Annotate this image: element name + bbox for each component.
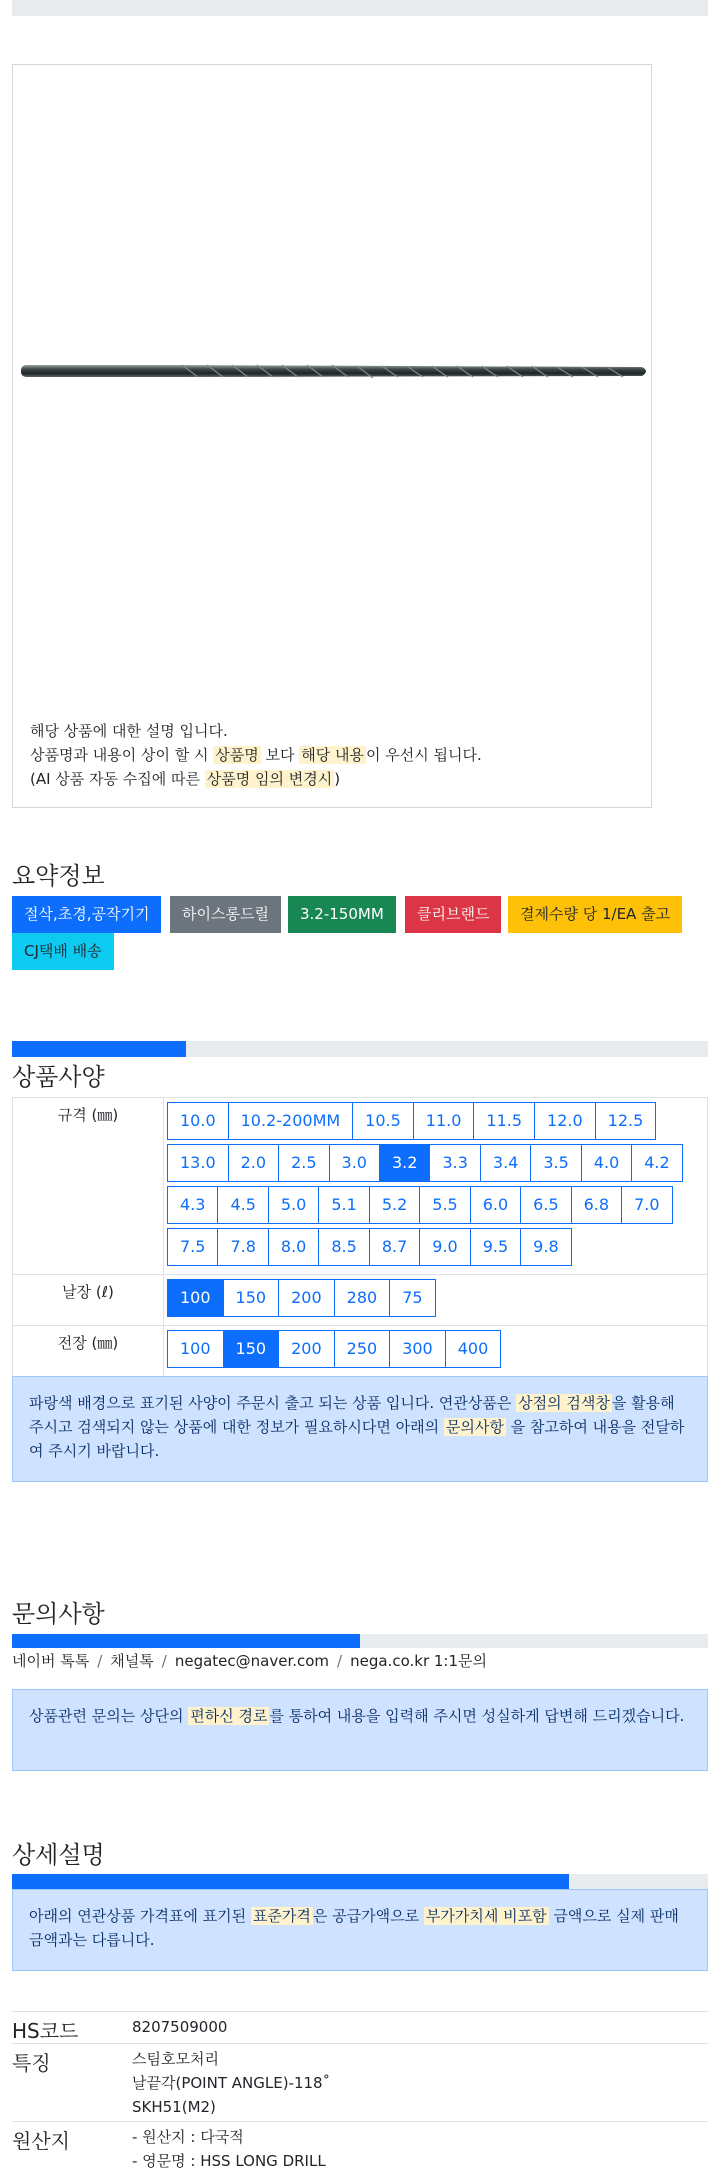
- highlight: 편하신 경로: [190, 1707, 268, 1725]
- spec-option-button[interactable]: 300: [389, 1330, 446, 1368]
- hs-code-value: 8207509000: [132, 2018, 228, 2036]
- origin-label: 원산지: [12, 2129, 70, 2153]
- spec-option-button[interactable]: 8.7: [369, 1228, 420, 1266]
- email-link[interactable]: negatec@naver.com: [174, 1652, 330, 1670]
- spec-option-button[interactable]: 5.1: [318, 1186, 369, 1224]
- origin-values: [132, 2125, 326, 2173]
- spec-option-button[interactable]: 4.0: [581, 1144, 632, 1182]
- notice-text: 을 활용해 주시고 검색되지 않는 상품에 대한 정보가 필요하시다면 아래의: [29, 1394, 675, 1436]
- feature-value: 날끝각(POINT ANGLE)-118˚: [132, 2074, 331, 2092]
- product-image-card: [12, 64, 652, 808]
- spec-option-button[interactable]: 13.0: [167, 1144, 229, 1182]
- notice-text: 금액으로 실제 판매금액과는 다릅니다.: [29, 1907, 679, 1949]
- top-progress-track: [12, 0, 708, 16]
- feature-values: [132, 2047, 330, 2119]
- notice-text: 을 참고하여 내용을 전달하여 주시기 바랍니다.: [29, 1418, 685, 1460]
- spec-option-button[interactable]: 10.2-200MM: [228, 1102, 354, 1140]
- spec-row-flute-length: [12, 1275, 708, 1326]
- highlight: 문의사항: [445, 1418, 504, 1436]
- spec-option-button[interactable]: 3.3: [429, 1144, 480, 1182]
- notice-text: 상품관련 문의는 상단의: [29, 1707, 189, 1725]
- detail-notice: [12, 1889, 708, 1971]
- drill-product-image: [17, 357, 653, 387]
- spec-option-button[interactable]: 8.0: [268, 1228, 319, 1266]
- spec-option-button[interactable]: 9.8: [520, 1228, 571, 1266]
- divider: [163, 1275, 164, 1325]
- hs-code-row: [12, 2011, 708, 2043]
- spec-table: [12, 1097, 708, 1358]
- notice-text: 파랑색 배경으로 표기된 사양이 주문시 출고 되는 상품 입니다. 연관상품은: [29, 1394, 517, 1412]
- spec-title: 상품사양: [12, 1063, 105, 1091]
- separator: /: [161, 1652, 167, 1670]
- spec-row-overall-length: [12, 1326, 708, 1377]
- spec-option-button[interactable]: 75: [389, 1279, 435, 1317]
- spec-progress-fill: [12, 1041, 186, 1057]
- notice-text: 를 통하여 내용을 입력해 주시면 성실하게 답변해 드리겠습니다.: [269, 1707, 685, 1725]
- image-note-text: 상품명과 내용이 상이 할 시: [30, 746, 214, 764]
- inquiry-progress-fill: [12, 1634, 360, 1648]
- spec-option-button[interactable]: 8.5: [318, 1228, 369, 1266]
- spec-option-button[interactable]: 100: [167, 1279, 224, 1317]
- spec-option-button[interactable]: 3.4: [480, 1144, 531, 1182]
- highlight: 상품명 임의 변경시: [206, 770, 333, 788]
- overall-length-options: [167, 1330, 707, 1372]
- spec-option-button[interactable]: 3.0: [329, 1144, 380, 1182]
- image-note-line-3: [30, 767, 482, 791]
- spec-option-button[interactable]: 2.5: [278, 1144, 329, 1182]
- image-note-text: ): [334, 770, 341, 788]
- spec-option-button[interactable]: 4.3: [167, 1186, 218, 1224]
- spec-row-size: [12, 1098, 708, 1275]
- notice-text: 은 공급가액으로: [312, 1907, 424, 1925]
- contact-channels: [12, 1650, 487, 1671]
- spec-option-button[interactable]: 3.2: [379, 1144, 430, 1182]
- spec-label-size: 규격 (㎜): [57, 1106, 119, 1124]
- spec-option-button[interactable]: 400: [445, 1330, 502, 1368]
- spec-option-button[interactable]: 12.0: [534, 1102, 596, 1140]
- origin-value: - 영문명 : HSS LONG DRILL: [132, 2152, 326, 2170]
- spec-option-button[interactable]: 10.5: [352, 1102, 414, 1140]
- image-note-text: 보다: [260, 746, 300, 764]
- separator: /: [97, 1652, 103, 1670]
- feature-value: 스팀호모처리: [132, 2050, 219, 2068]
- feature-label: 특징: [12, 2051, 51, 2075]
- notice-text: 아래의 연관상품 가격표에 표기된: [29, 1907, 251, 1925]
- highlight: 상점의 검색창: [518, 1394, 610, 1412]
- spec-progress: [12, 1041, 708, 1057]
- inquiry-title: 문의사항: [12, 1600, 105, 1628]
- spec-option-button[interactable]: 2.0: [228, 1144, 279, 1182]
- origin-value: - 원산지 : 다국적: [132, 2128, 244, 2146]
- detail-progress-fill: [12, 1874, 569, 1890]
- spec-option-button[interactable]: 150: [223, 1279, 280, 1317]
- spec-option-button[interactable]: 100: [167, 1330, 224, 1368]
- option-line: [167, 1279, 707, 1317]
- highlight: 상품명: [215, 746, 259, 764]
- spec-option-button[interactable]: 5.5: [419, 1186, 470, 1224]
- spec-option-button[interactable]: 9.0: [419, 1228, 470, 1266]
- spec-option-button[interactable]: 4.2: [631, 1144, 682, 1182]
- option-line: [167, 1186, 707, 1224]
- spec-option-button[interactable]: 9.5: [470, 1228, 521, 1266]
- origin-row: [12, 2121, 708, 2170]
- spec-option-button[interactable]: 200: [278, 1330, 335, 1368]
- channel-talk-link[interactable]: 채널톡: [110, 1652, 154, 1670]
- spec-label-flute-length: 날장 (ℓ): [62, 1283, 114, 1301]
- detail-progress: [12, 1874, 708, 1890]
- image-note-text: (AI 상품 자동 수집에 따른: [30, 770, 205, 788]
- image-note-text: 이 우선시 됩니다.: [365, 746, 482, 764]
- inquiry-progress: [12, 1634, 708, 1648]
- spec-option-button[interactable]: 7.0: [621, 1186, 672, 1224]
- highlight: 부가가치세 비포함: [425, 1907, 547, 1925]
- inquiry-notice: [12, 1689, 708, 1771]
- feature-row: [12, 2043, 708, 2121]
- summary-title: 요약정보: [12, 862, 105, 890]
- spec-option-button[interactable]: 4.5: [217, 1186, 268, 1224]
- spec-option-button[interactable]: 3.5: [530, 1144, 581, 1182]
- spec-option-button[interactable]: 250: [334, 1330, 391, 1368]
- highlight: 해당 내용: [301, 746, 364, 764]
- detail-title: 상세설명: [12, 1841, 105, 1869]
- spec-option-button[interactable]: 6.8: [571, 1186, 622, 1224]
- separator: /: [337, 1652, 343, 1670]
- spec-option-button[interactable]: 280: [334, 1279, 391, 1317]
- size-range-badge: 3.2-150MM: [288, 896, 396, 933]
- size-options: [167, 1102, 707, 1270]
- courier-badge: CJ택배 배송: [12, 933, 114, 970]
- option-line: [167, 1102, 707, 1140]
- option-line: [167, 1330, 707, 1368]
- highlight: 표준가격: [252, 1907, 311, 1925]
- image-note-line-1: 해당 상품에 대한 설명 입니다.: [30, 722, 228, 740]
- feature-value: SKH51(M2): [132, 2098, 216, 2116]
- one-to-one-inquiry-link[interactable]: nega.co.kr 1:1문의: [350, 1652, 487, 1670]
- spec-option-button[interactable]: 5.2: [369, 1186, 420, 1224]
- spec-option-button[interactable]: 11.5: [473, 1102, 535, 1140]
- spec-notice: [12, 1376, 708, 1482]
- option-line: [167, 1228, 707, 1266]
- divider: [163, 1326, 164, 1376]
- category-badge: 절삭,초경,공작기기: [12, 896, 161, 933]
- flute-length-options: [167, 1279, 707, 1321]
- spec-option-button[interactable]: 6.5: [520, 1186, 571, 1224]
- spec-option-button[interactable]: 10.0: [167, 1102, 229, 1140]
- hs-code-label: HS코드: [12, 2019, 79, 2043]
- spec-label-overall-length: 전장 (㎜): [57, 1334, 119, 1352]
- image-description: [30, 719, 482, 791]
- brand-badge: 클리브랜드: [405, 896, 501, 933]
- option-line: [167, 1144, 707, 1182]
- image-note-line-2: [30, 743, 482, 767]
- spec-option-button[interactable]: 12.5: [595, 1102, 657, 1140]
- spec-option-button[interactable]: 11.0: [413, 1102, 475, 1140]
- naver-talk-link[interactable]: 네이버 톡톡: [12, 1652, 90, 1670]
- spec-option-button[interactable]: 7.5: [167, 1228, 218, 1266]
- spec-option-button[interactable]: 150: [223, 1330, 280, 1368]
- type-badge: 하이스롱드릴: [170, 896, 281, 933]
- spec-option-button[interactable]: 6.0: [470, 1186, 521, 1224]
- spec-option-button[interactable]: 5.0: [268, 1186, 319, 1224]
- divider: [163, 1098, 164, 1274]
- spec-option-button[interactable]: 7.8: [217, 1228, 268, 1266]
- shipping-qty-badge: 결제수량 당 1/EA 출고: [508, 896, 682, 933]
- spec-option-button[interactable]: 200: [278, 1279, 335, 1317]
